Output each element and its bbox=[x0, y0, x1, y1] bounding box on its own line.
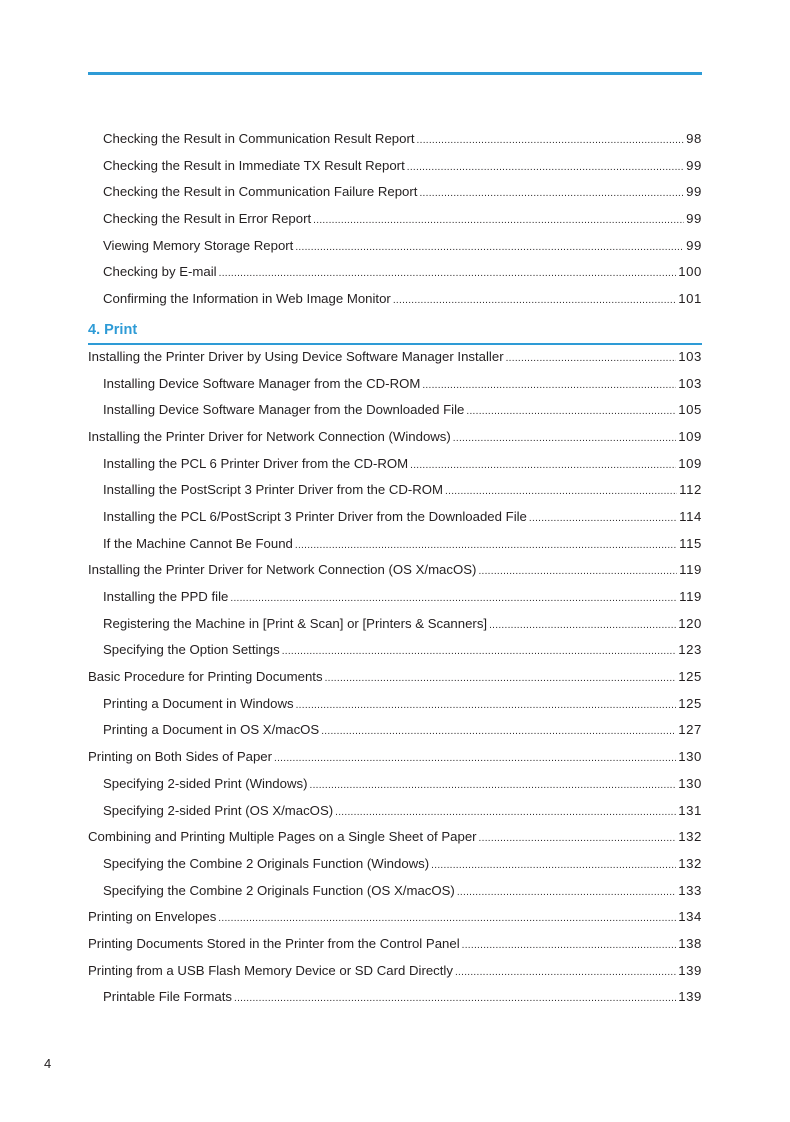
toc-entry-title: Printing Documents Stored in the Printer from the Control Panel bbox=[88, 935, 460, 951]
toc-entry-page: 132 bbox=[678, 855, 702, 871]
toc-dot-leader bbox=[422, 380, 676, 391]
toc-entry[interactable] bbox=[88, 989, 702, 1016]
toc-entry-title: Installing Device Software Manager from the Downloaded File bbox=[103, 402, 465, 418]
toc-entry[interactable] bbox=[88, 536, 702, 563]
toc-entry-page: 101 bbox=[678, 291, 702, 307]
toc-entry-page: 127 bbox=[678, 722, 702, 738]
toc-entry[interactable] bbox=[88, 669, 702, 696]
toc-entry-page: 112 bbox=[679, 482, 702, 498]
toc-entry[interactable] bbox=[88, 291, 702, 318]
toc-entry-title: Combining and Printing Multiple Pages on a Single Sheet of Paper bbox=[88, 829, 477, 845]
toc-entry[interactable] bbox=[88, 829, 702, 856]
page-number: 4 bbox=[44, 1056, 52, 1071]
toc-dot-leader bbox=[313, 215, 684, 226]
toc-entry-title: Printing a Document in OS X/macOS bbox=[103, 722, 320, 738]
toc-entry-title: Basic Procedure for Printing Documents bbox=[88, 669, 323, 685]
toc-entry-title: Viewing Memory Storage Report bbox=[103, 237, 294, 253]
toc-entry-page: 130 bbox=[678, 775, 702, 791]
toc-dot-leader bbox=[445, 486, 677, 497]
toc-entry[interactable] bbox=[88, 158, 702, 185]
toc-dot-leader bbox=[410, 460, 676, 471]
toc-entry-title: Installing Device Software Manager from the CD-ROM bbox=[103, 375, 421, 391]
toc-entry-page: 131 bbox=[678, 802, 702, 818]
header-rule bbox=[88, 72, 702, 75]
toc-entry-page: 103 bbox=[678, 348, 702, 364]
toc-entry[interactable] bbox=[88, 696, 702, 723]
toc-entry-page: 105 bbox=[678, 402, 702, 418]
toc-entry-title: Checking the Result in Communication Result Report bbox=[103, 131, 415, 146]
toc-entry[interactable] bbox=[88, 883, 702, 910]
toc-entry[interactable] bbox=[88, 509, 702, 536]
toc-entry[interactable] bbox=[88, 589, 702, 616]
toc-dot-leader bbox=[309, 780, 676, 791]
chapter-title: 4. Print bbox=[88, 322, 138, 339]
toc-entry-title: Printing on Envelopes bbox=[88, 909, 217, 925]
toc-dot-leader bbox=[295, 242, 684, 253]
toc-dot-leader bbox=[419, 188, 684, 199]
toc-dot-leader bbox=[234, 993, 676, 1004]
toc-entry[interactable] bbox=[88, 936, 702, 963]
toc-entry-title: Specifying the Combine 2 Originals Function (OS X/macOS) bbox=[103, 882, 455, 898]
toc-dot-leader bbox=[393, 295, 676, 306]
toc-dot-leader bbox=[478, 566, 677, 577]
toc-dot-leader bbox=[295, 540, 677, 551]
toc-entry-page: 114 bbox=[679, 508, 702, 524]
toc-entry[interactable] bbox=[88, 776, 702, 803]
toc-dot-leader bbox=[479, 833, 677, 844]
toc-entry[interactable] bbox=[88, 909, 702, 936]
toc-entry[interactable] bbox=[88, 349, 702, 376]
toc-entry-page: 109 bbox=[678, 428, 702, 444]
toc-dot-leader bbox=[407, 162, 684, 173]
toc-entry[interactable] bbox=[88, 803, 702, 830]
toc-entry-page: 134 bbox=[678, 909, 702, 925]
toc-entry-page: 133 bbox=[678, 882, 702, 898]
toc-entry-title: Printable File Formats bbox=[103, 989, 232, 1005]
toc-entry-title: Installing the Printer Driver for Network Connection (Windows) bbox=[88, 428, 451, 444]
toc-dot-leader bbox=[218, 913, 676, 924]
toc-entry-page: 100 bbox=[678, 264, 702, 280]
toc-entry[interactable] bbox=[88, 963, 702, 990]
toc-entry[interactable] bbox=[88, 562, 702, 589]
toc-entry-page: 103 bbox=[678, 375, 702, 391]
toc-dot-leader bbox=[431, 860, 676, 871]
toc-entry-title: Specifying 2-sided Print (OS X/macOS) bbox=[103, 802, 334, 818]
toc-dot-leader bbox=[457, 887, 676, 898]
toc-entry-title: Registering the Machine in [Print & Scan] or [Printers & Scanners] bbox=[103, 615, 488, 631]
toc-entry-title: Checking the Result in Communication Failure Report bbox=[103, 184, 418, 200]
toc-entry-title: Printing from a USB Flash Memory Device or SD Card Directly bbox=[88, 962, 453, 978]
toc-dot-leader bbox=[489, 620, 676, 631]
toc-entry-page: 139 bbox=[678, 962, 702, 978]
toc-dot-leader bbox=[466, 406, 676, 417]
toc-entry-title: Confirming the Information in Web Image Monitor bbox=[103, 291, 391, 307]
toc-dot-leader bbox=[230, 593, 677, 604]
toc-entry-title: Installing the PCL 6 Printer Driver from the CD-ROM bbox=[103, 455, 409, 471]
toc-dot-leader bbox=[529, 513, 677, 524]
toc-entry-title: Specifying 2-sided Print (Windows) bbox=[103, 775, 308, 791]
toc-entry[interactable] bbox=[88, 642, 702, 669]
toc-entry[interactable] bbox=[88, 856, 702, 883]
table-of-contents bbox=[88, 131, 702, 1016]
toc-section-print bbox=[88, 349, 702, 1016]
toc-entry[interactable] bbox=[88, 131, 702, 158]
toc-entry-page: 99 bbox=[686, 237, 702, 253]
toc-entry[interactable] bbox=[88, 722, 702, 749]
toc-entry-title: Checking the Result in Error Report bbox=[103, 211, 312, 227]
toc-dot-leader bbox=[296, 700, 677, 711]
toc-entry-page: 98 bbox=[686, 131, 702, 146]
toc-dot-leader bbox=[321, 726, 676, 737]
toc-entry-page: 130 bbox=[678, 749, 702, 765]
toc-entry[interactable] bbox=[88, 402, 702, 429]
toc-entry-title: Specifying the Option Settings bbox=[103, 642, 280, 658]
toc-entry-page: 115 bbox=[679, 535, 702, 551]
toc-section-continued bbox=[88, 131, 702, 318]
toc-entry[interactable] bbox=[88, 238, 702, 265]
toc-entry-title: Printing a Document in Windows bbox=[103, 695, 294, 711]
toc-entry-title: Installing the Printer Driver for Network Connection (OS X/macOS) bbox=[88, 562, 477, 578]
toc-entry-page: 99 bbox=[686, 211, 702, 227]
toc-entry-page: 99 bbox=[686, 184, 702, 200]
toc-dot-leader bbox=[282, 646, 677, 657]
toc-dot-leader bbox=[455, 967, 676, 978]
toc-dot-leader bbox=[335, 807, 676, 818]
toc-dot-leader bbox=[462, 940, 677, 951]
toc-entry-page: 132 bbox=[678, 829, 702, 845]
toc-entry[interactable] bbox=[88, 211, 702, 238]
toc-dot-leader bbox=[453, 433, 676, 444]
toc-entry[interactable] bbox=[88, 456, 702, 483]
toc-dot-leader bbox=[219, 268, 677, 279]
toc-entry-page: 125 bbox=[678, 669, 702, 685]
toc-entry-page: 123 bbox=[678, 642, 702, 658]
toc-entry-page: 139 bbox=[678, 989, 702, 1005]
toc-entry-title: If the Machine Cannot Be Found bbox=[103, 535, 293, 551]
toc-entry-page: 119 bbox=[679, 589, 702, 604]
chapter-heading[interactable] bbox=[88, 318, 702, 345]
toc-entry-page: 119 bbox=[679, 562, 702, 578]
toc-entry-page: 138 bbox=[678, 935, 702, 951]
toc-entry[interactable] bbox=[88, 749, 702, 776]
toc-dot-leader bbox=[325, 673, 677, 684]
toc-entry-title: Checking the Result in Immediate TX Result Report bbox=[103, 157, 405, 173]
toc-entry[interactable] bbox=[88, 264, 702, 291]
toc-entry[interactable] bbox=[88, 429, 702, 456]
toc-entry-title: Printing on Both Sides of Paper bbox=[88, 749, 273, 765]
toc-entry-page: 109 bbox=[678, 455, 702, 471]
toc-entry-title: Checking by E-mail bbox=[103, 264, 217, 280]
toc-entry-page: 120 bbox=[678, 615, 702, 631]
toc-dot-leader bbox=[274, 753, 676, 764]
toc-dot-leader bbox=[417, 135, 685, 146]
toc-entry-title: Installing the PCL 6/PostScript 3 Printer Driver from the Downloaded File bbox=[103, 508, 527, 524]
toc-entry-title: Installing the Printer Driver by Using Device Software Manager Installer bbox=[88, 348, 504, 364]
toc-entry[interactable] bbox=[88, 616, 702, 643]
toc-entry[interactable] bbox=[88, 184, 702, 211]
toc-entry-title: Specifying the Combine 2 Originals Function (Windows) bbox=[103, 855, 430, 871]
toc-entry-title: Installing the PPD file bbox=[103, 589, 229, 604]
toc-dot-leader bbox=[506, 353, 677, 364]
toc-entry[interactable] bbox=[88, 482, 702, 509]
toc-entry-page: 99 bbox=[686, 157, 702, 173]
toc-entry-title: Installing the PostScript 3 Printer Driver from the CD-ROM bbox=[103, 482, 444, 498]
toc-entry-page: 125 bbox=[678, 695, 702, 711]
toc-entry[interactable] bbox=[88, 376, 702, 403]
